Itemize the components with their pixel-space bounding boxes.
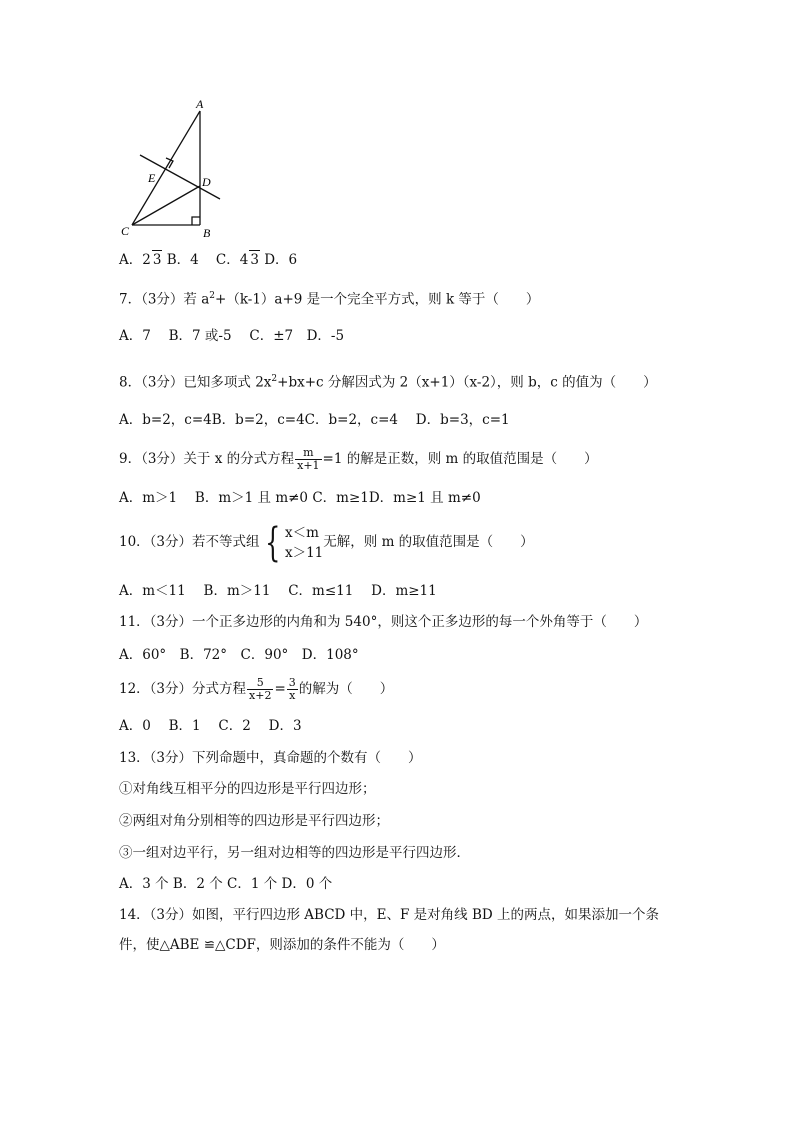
q13-options: A．3 个 B．2 个 C．1 个 D．0 个 <box>119 876 333 892</box>
q8-options: A．b=2，c=4B．b=2，c=4C．b=2，c=4 D．b=3，c=1 <box>119 412 510 428</box>
q13-item-3: ③一组对边平行，另一组对边相等的四边形是平行四边形． <box>119 845 470 861</box>
label-d: D <box>202 175 211 189</box>
fraction-3-over-x: $\frac{3}{x}$ <box>288 676 296 702</box>
label-a: A <box>196 97 204 111</box>
q7-options: A．7 B．7 或-5 C．±7 D．-5 <box>119 328 345 344</box>
q10-options: A．m＜11 B．m＞11 C．m≤11 D．m≥11 <box>119 583 437 599</box>
question-12: 12．（3分）分式方程 $\frac{5}{x+2}$ = $\frac{3}{x}$ 的解为（ ） <box>119 676 394 702</box>
q13-item-2: ②两组对角分别相等的四边形是平行四边形； <box>119 813 389 829</box>
label-e: E <box>148 171 156 185</box>
q12-options: A．0 B．1 C．2 D．3 <box>119 718 302 734</box>
q13-item-1: ①对角线互相平分的四边形是平行四边形； <box>119 781 376 797</box>
triangle-figure <box>112 96 232 245</box>
q6-options: A．2 3 B．4 C．4 3 D．6 <box>119 252 298 268</box>
question-10: 10．（3分）若不等式组 { x＜m x＞11 无解，则 m 的取值范围是（ ） <box>119 519 534 566</box>
question-11: 11．（3分）一个正多边形的内角和为 540°，则这个正多边形的每一个外角等于（ ） <box>119 614 648 630</box>
right-angle-mark-b <box>192 217 200 225</box>
question-14-line-2: 件，使△ABE ≌△CDF，则添加的条件不能为（ ） <box>119 937 445 953</box>
fraction-5-over-x-plus-2: $\frac{5}{x+2}$ <box>249 676 272 702</box>
question-13: 13．（3分）下列命题中，真命题的个数有（ ） <box>119 750 422 766</box>
segment-ac <box>132 111 200 225</box>
question-7: 7．（3分）若 $a^2+(k-1)a+9$ 是一个完全平方式，则 k 等于（ ） <box>119 291 540 308</box>
segment-cd <box>132 186 200 225</box>
label-c: C <box>121 224 130 238</box>
question-14-line-1: 14．（3分）如图，平行四边形 ABCD 中，E、F 是对角线 BD 上的两点，如果添加一个条 <box>119 907 660 923</box>
fraction-m-over-x-plus-1: $\frac{m}{x+1}$ <box>297 446 320 472</box>
question-8: 8．（3分）已知多项式 $2x^2+bx+c$ 分解因式为 2（x+1）（x-2），则 b，c 的值为（ ） <box>119 374 657 391</box>
q11-options: A．60° B．72° C．90° D．108° <box>119 647 359 663</box>
q9-options: A．m＞1 B．m＞1 且 m≠0 C．m≥1D．m≥1 且 m≠0 <box>119 490 481 506</box>
question-9: 9．（3分）关于 x 的分式方程 $\frac{m}{x+1}$ =1 的解是正数，则 m 的取值范围是（ ） <box>119 446 598 472</box>
label-b: B <box>203 226 211 240</box>
inequality-system: { x＜m x＞11 <box>264 519 324 566</box>
